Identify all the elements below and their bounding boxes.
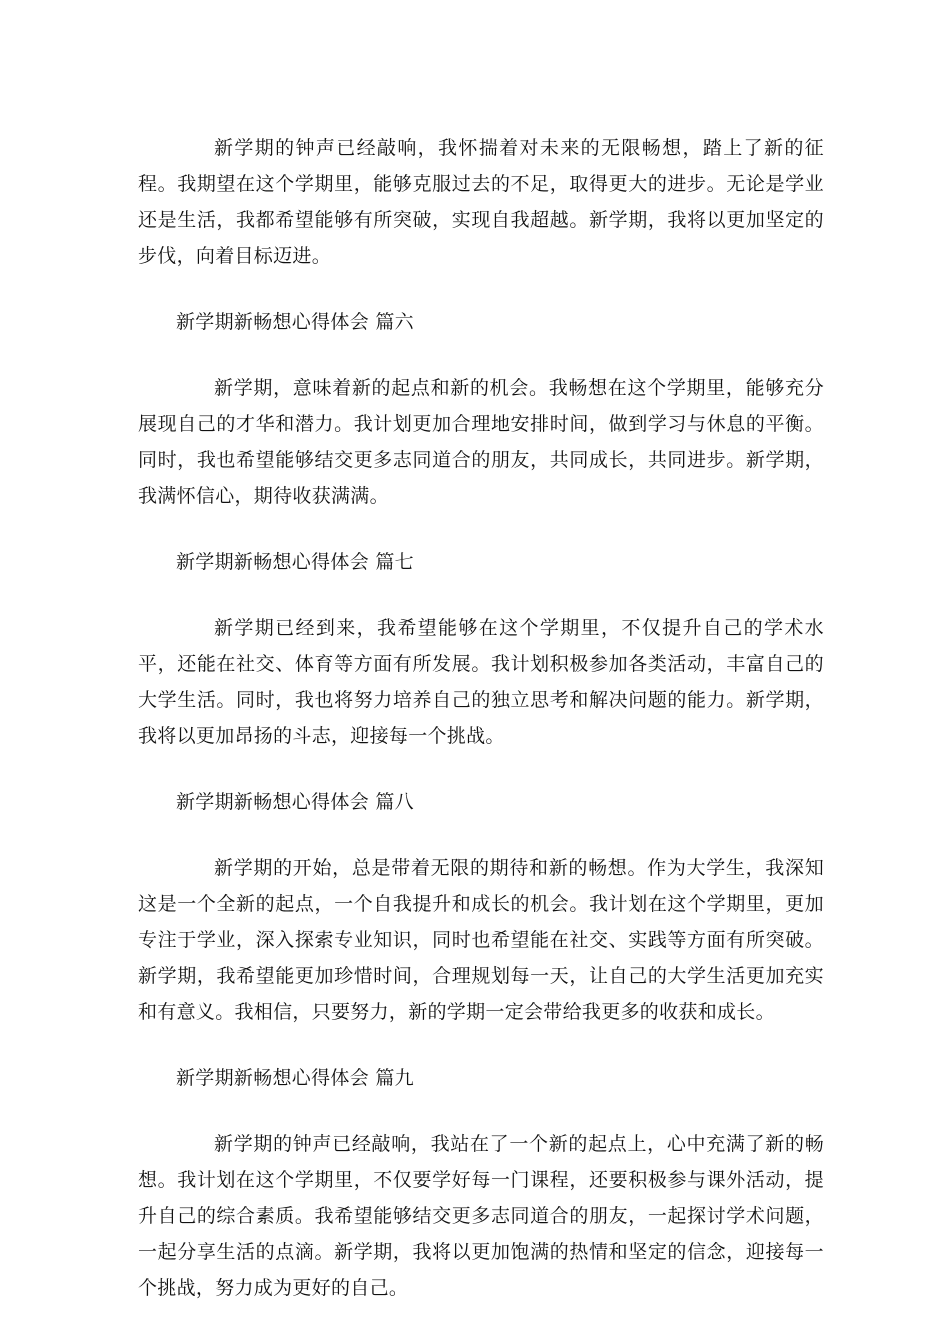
section-heading-7: 新学期新畅想心得体会 篇七: [176, 551, 414, 573]
section-heading-8: 新学期新畅想心得体会 篇八: [176, 791, 414, 813]
paragraph-9: 新学期的钟声已经敲响，我站在了一个新的起点上，心中充满了新的畅想。我计划在这个学期里，不仅要学好每一门课程，还要积极参与课外活动，提升自己的综合素质。我希望能够结交更多志同道合的朋友，一起探讨学术问题，一起分享生活的点滴。新学期，我将以更加饱满的热情和坚定的信念，迎接每一个挑战，努力成为更好的自己。: [138, 1133, 824, 1299]
paragraph-7: 新学期已经到来，我希望能够在这个学期里，不仅提升自己的学术水平，还能在社交、体育等方面有所发展。我计划积极参加各类活动，丰富自己的大学生活。同时，我也将努力培养自己的独立思考和解决问题的能力。新学期，我将以更加昂扬的斗志，迎接每一个挑战。: [138, 617, 824, 747]
paragraph-intro: 新学期的钟声已经敲响，我怀揣着对未来的无限畅想，踏上了新的征程。我期望在这个学期里，能够克服过去的不足，取得更大的进步。无论是学业还是生活，我都希望能够有所突破，实现自我超越。新学期，我将以更加坚定的步伐，向着目标迈进。: [138, 137, 824, 267]
section-heading-6: 新学期新畅想心得体会 篇六: [176, 311, 414, 333]
paragraph-8: 新学期的开始，总是带着无限的期待和新的畅想。作为大学生，我深知这是一个全新的起点，一个自我提升和成长的机会。我计划在这个学期里，更加专注于学业，深入探索专业知识，同时也希望能在社交、实践等方面有所突破。新学期，我希望能更加珍惜时间，合理规划每一天，让自己的大学生活更加充实和有意义。我相信，只要努力，新的学期一定会带给我更多的收获和成长。: [138, 857, 824, 1023]
section-heading-9: 新学期新畅想心得体会 篇九: [176, 1067, 414, 1089]
document-body: [138, 130, 824, 1336]
paragraph-6: 新学期，意味着新的起点和新的机会。我畅想在这个学期里，能够充分展现自己的才华和潜力。我计划更加合理地安排时间，做到学习与休息的平衡。同时，我也希望能够结交更多志同道合的朋友，共同成长，共同进步。新学期，我满怀信心，期待收获满满。: [138, 377, 824, 507]
